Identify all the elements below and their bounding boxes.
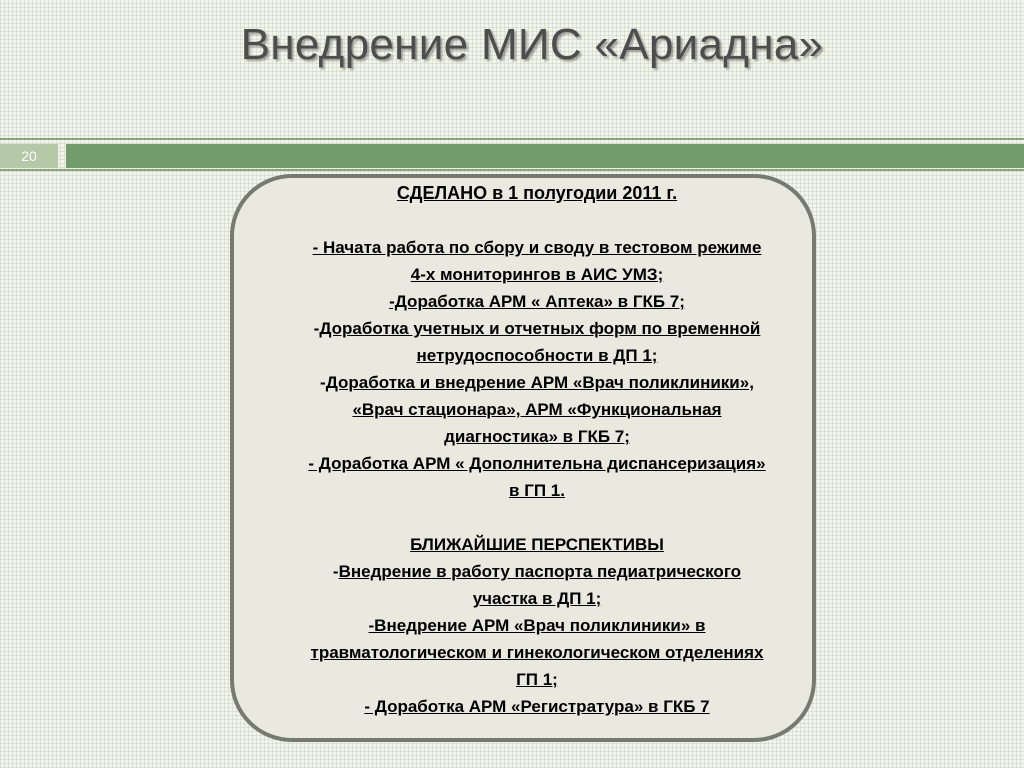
- done-item-4a: Доработка и внедрение АРМ «Врач поликлиники»,: [325, 373, 754, 392]
- done-item-4c: диагностика» в ГКБ 7;: [444, 427, 630, 446]
- done-item-4b: «Врач стационара», АРМ «Функциональная: [352, 400, 722, 419]
- done-heading: СДЕЛАНО в 1 полугодии 2011 г.: [396, 183, 678, 203]
- plan-item-1-dash: -: [332, 562, 339, 581]
- done-item-5a: - Доработка АРМ « Дополнительна диспансеризация»: [308, 454, 766, 473]
- plan-item-1b: участка в ДП 1;: [472, 589, 602, 608]
- section-gap: [252, 504, 822, 531]
- panel-text: [252, 180, 822, 720]
- plans-heading: БЛИЖАЙШИЕ ПЕРСПЕКТИВЫ: [410, 535, 664, 554]
- done-item-3-dash: -: [313, 319, 320, 338]
- done-item-3b: нетрудоспособности в ДП 1;: [416, 346, 658, 365]
- band-line-top: [0, 138, 1024, 140]
- done-item-1b: 4-х мониторингов в АИС УМЗ;: [410, 265, 664, 284]
- plan-item-2c: ГП 1;: [516, 670, 558, 689]
- done-item-5b: в ГП 1.: [509, 481, 565, 500]
- title-band: [0, 136, 1024, 176]
- band-line-bottom: [0, 169, 1024, 171]
- done-item-3a-line: [252, 315, 822, 342]
- plan-item-3: - Доработка АРМ «Регистратура» в ГКБ 7: [364, 697, 710, 716]
- plan-item-1a: Внедрение в работу паспорта педиатрического: [338, 562, 742, 581]
- plan-item-2a: -Внедрение АРМ «Врач поликлиники» в: [368, 616, 706, 635]
- done-item-4-dash: -: [320, 373, 326, 392]
- slide-number: 20: [0, 144, 58, 168]
- plan-item-2b: травматологическом и гинекологическом отделениях: [310, 643, 764, 662]
- done-item-2: -Доработка АРМ « Аптека» в ГКБ 7;: [389, 292, 685, 311]
- plan-item-1a-line: [252, 558, 822, 585]
- accent-bar: [66, 144, 1024, 168]
- done-item-1a: - Начата работа по сбору и своду в тестовом режиме: [312, 238, 762, 257]
- slide-title: Внедрение МИС «Ариадна»: [240, 20, 824, 69]
- done-item-3a: Доработка учетных и отчетных форм по временной: [319, 319, 761, 338]
- done-item-4a-line: [252, 369, 822, 396]
